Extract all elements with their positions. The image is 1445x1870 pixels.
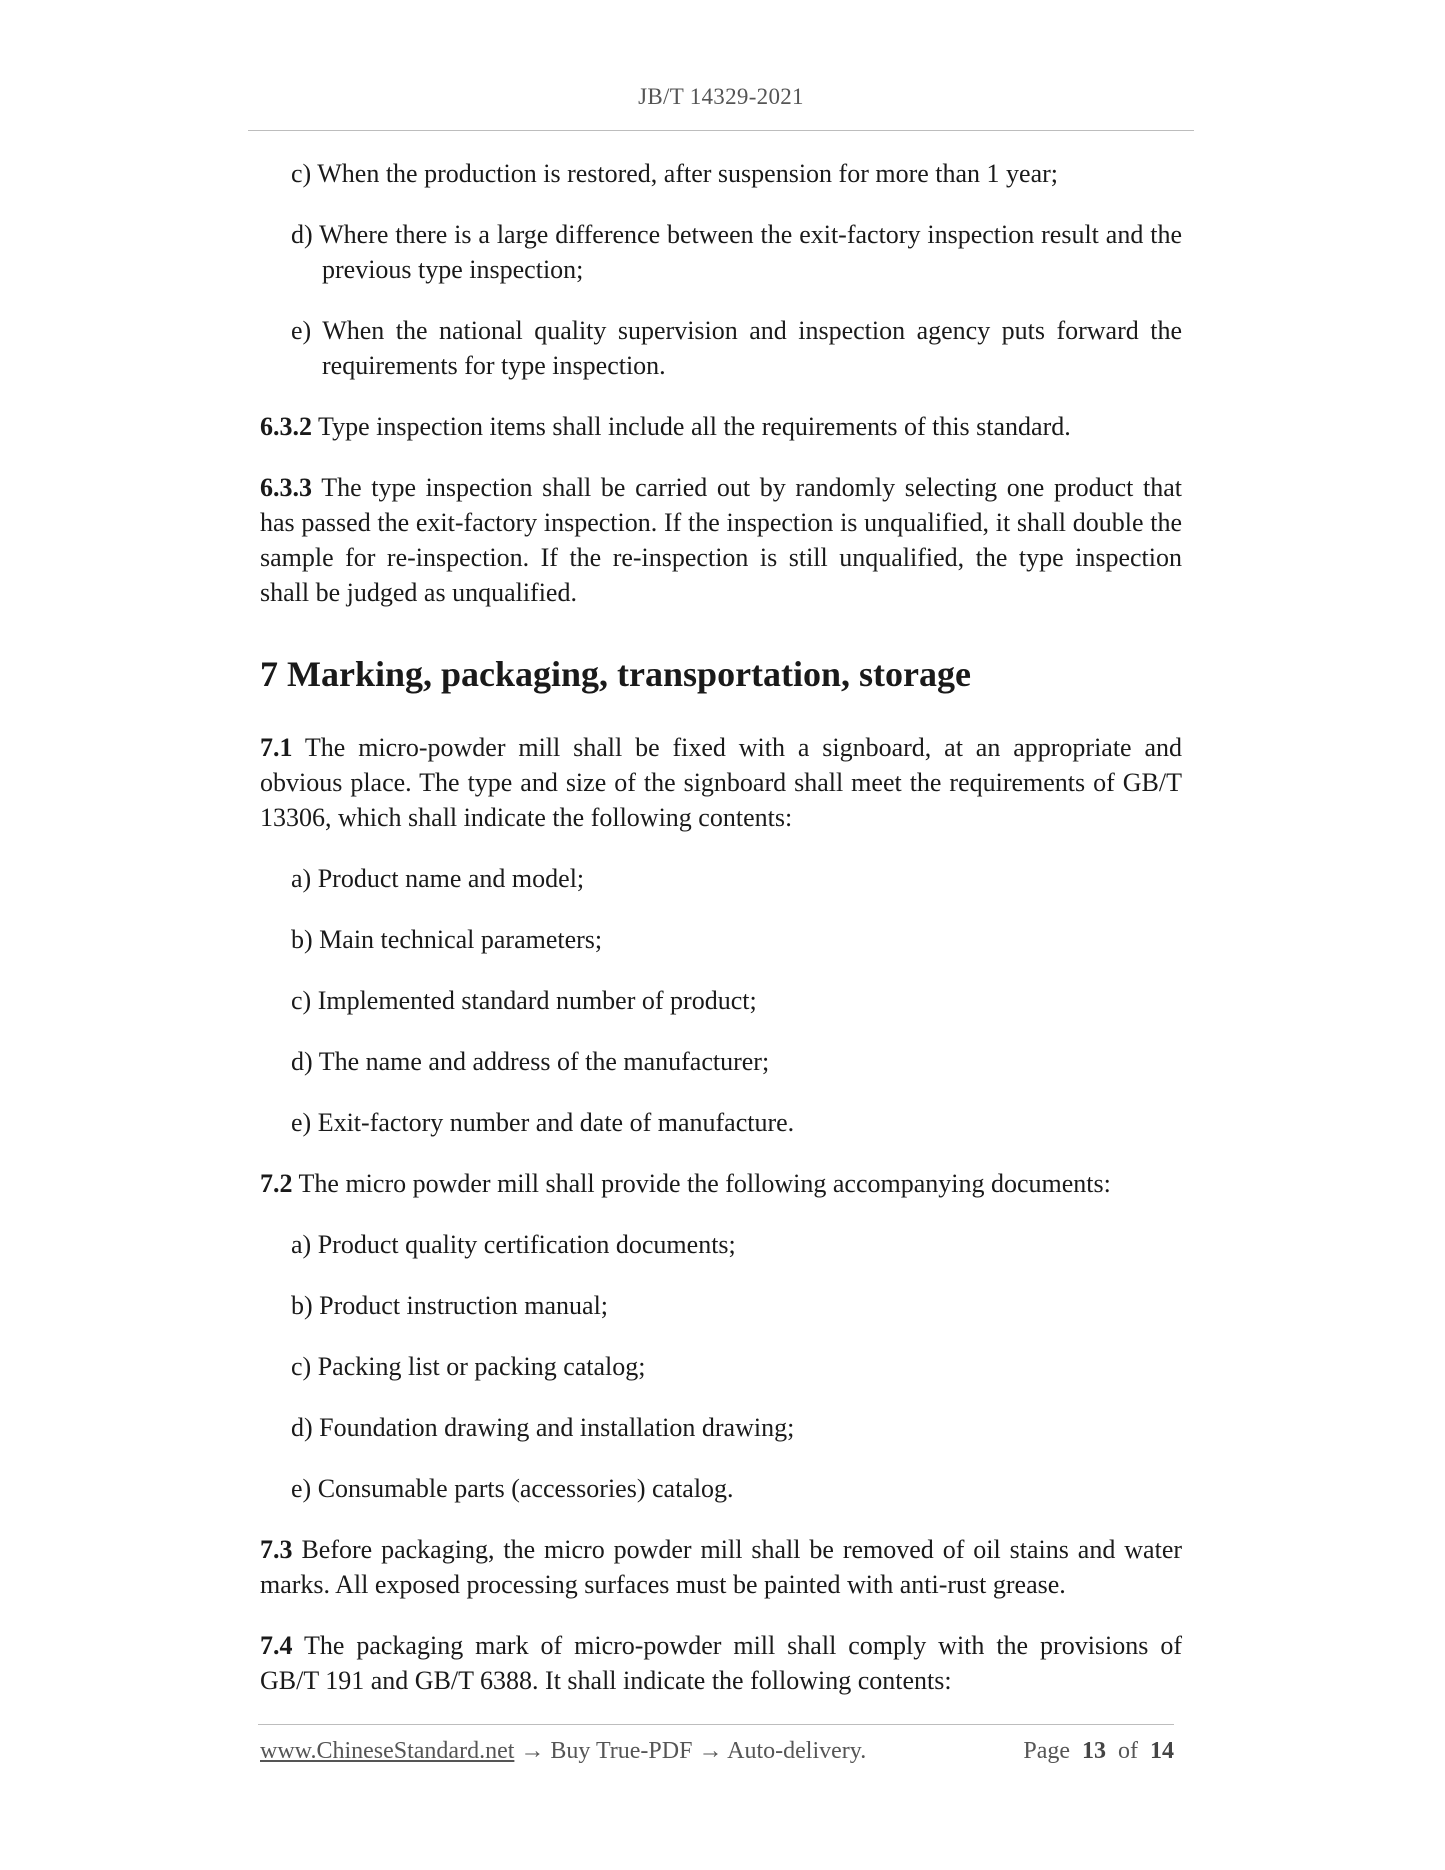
list-item bbox=[260, 217, 1182, 287]
list-item bbox=[260, 861, 1182, 896]
list-item bbox=[260, 1105, 1182, 1140]
page-indicator bbox=[1023, 1738, 1174, 1765]
list-item-text: Where there is a large difference between the exit-factory inspection result and the previous type inspection; bbox=[319, 220, 1183, 284]
clause-text: Before packaging, the micro powder mill shall be removed of oil stains and water marks. All exposed processing surfaces must be painted with anti-rust grease. bbox=[260, 1535, 1183, 1599]
list-item bbox=[260, 1288, 1182, 1323]
footer-divider bbox=[258, 1724, 1174, 1725]
clause-text: Type inspection items shall include all the requirements of this standard. bbox=[318, 412, 1071, 441]
list-item bbox=[260, 1227, 1182, 1262]
list-item-text: Consumable parts (accessories) catalog. bbox=[317, 1474, 734, 1503]
list-item-text: When the production is restored, after suspension for more than 1 year; bbox=[317, 159, 1059, 188]
list-item-text: Exit-factory number and date of manufacture. bbox=[317, 1108, 795, 1137]
section-7-heading: 7 Marking, packaging, transportation, storage bbox=[260, 654, 971, 694]
list-item bbox=[260, 1471, 1182, 1506]
clause-text: The packaging mark of micro-powder mill shall comply with the provisions of GB/T 191 and GB/T 6388. It shall indicate the following contents: bbox=[260, 1631, 1182, 1695]
clause-7-4 bbox=[260, 1628, 1182, 1698]
list-item-text: Foundation drawing and installation drawing; bbox=[319, 1413, 795, 1442]
page-footer bbox=[260, 1738, 1174, 1765]
list-item bbox=[260, 1410, 1182, 1445]
list-item-label: b) bbox=[291, 1291, 313, 1320]
clause-number: 7.2 bbox=[260, 1169, 293, 1198]
list-item-label: d) bbox=[291, 220, 313, 249]
clause-6-3-2 bbox=[260, 409, 1182, 444]
list-item-label: a) bbox=[291, 864, 312, 893]
clause-7-1 bbox=[260, 730, 1182, 835]
page-number: 13 bbox=[1082, 1738, 1106, 1764]
footer-buy-text: Buy True-PDF bbox=[550, 1738, 693, 1764]
list-item-text: Product name and model; bbox=[317, 864, 585, 893]
of-word: of bbox=[1118, 1738, 1138, 1764]
clause-number: 6.3.3 bbox=[260, 473, 312, 502]
list-item bbox=[260, 1044, 1182, 1079]
arrow-right-icon: → bbox=[698, 1738, 723, 1764]
clause-number: 6.3.2 bbox=[260, 412, 312, 441]
clause-number: 7.3 bbox=[260, 1535, 293, 1564]
list-item-label: d) bbox=[291, 1413, 313, 1442]
page-header-doc-id: JB/T 14329-2021 bbox=[638, 84, 804, 109]
page-body bbox=[260, 156, 1182, 1698]
clause-text: The type inspection shall be carried out by randomly selecting one product that has passed the exit-factory inspection. If the inspection is unqualified, it shall double the sample for re-inspection. If the re-inspection is still unqualified, the type inspection shall be judged as unqualified. bbox=[260, 473, 1183, 607]
footer-delivery-text: Auto-delivery. bbox=[727, 1738, 867, 1764]
list-item-text: Product instruction manual; bbox=[319, 1291, 609, 1320]
list-item bbox=[260, 1349, 1182, 1384]
list-item bbox=[260, 313, 1182, 383]
page-total: 14 bbox=[1150, 1738, 1174, 1764]
list-item-label: e) bbox=[291, 1108, 312, 1137]
list-item-label: e) bbox=[291, 316, 312, 345]
header-divider bbox=[248, 130, 1194, 131]
footer-promo bbox=[260, 1738, 866, 1765]
list-item-label: b) bbox=[291, 925, 313, 954]
list-item-text: Implemented standard number of product; bbox=[317, 986, 757, 1015]
footer-site-link[interactable]: www.ChineseStandard.net bbox=[260, 1738, 515, 1764]
clause-text: The micro-powder mill shall be fixed with a signboard, at an appropriate and obvious place. The type and size of the signboard shall meet the requirements of GB/T 13306, which shall indicate the following contents: bbox=[260, 733, 1182, 832]
clause-7-3 bbox=[260, 1532, 1182, 1602]
clause-number: 7.4 bbox=[260, 1631, 293, 1660]
list-item bbox=[260, 922, 1182, 957]
list-item-label: c) bbox=[291, 986, 312, 1015]
list-item bbox=[260, 156, 1182, 191]
list-item-label: a) bbox=[291, 1230, 312, 1259]
list-item-label: d) bbox=[291, 1047, 313, 1076]
list-item-text: Product quality certification documents; bbox=[317, 1230, 736, 1259]
list-item-text: The name and address of the manufacturer; bbox=[318, 1047, 770, 1076]
page-word: Page bbox=[1023, 1738, 1070, 1764]
list-item bbox=[260, 983, 1182, 1018]
clause-7-2 bbox=[260, 1166, 1182, 1201]
list-item-text: When the national quality supervision and inspection agency puts forward the requirements for type inspection. bbox=[322, 316, 1182, 380]
list-item-label: e) bbox=[291, 1474, 312, 1503]
arrow-right-icon: → bbox=[520, 1738, 545, 1764]
clause-text: The micro powder mill shall provide the following accompanying documents: bbox=[298, 1169, 1111, 1198]
list-item-text: Packing list or packing catalog; bbox=[317, 1352, 646, 1381]
list-item-text: Main technical parameters; bbox=[319, 925, 603, 954]
clause-6-3-3 bbox=[260, 470, 1182, 610]
list-item-label: c) bbox=[291, 1352, 312, 1381]
clause-number: 7.1 bbox=[260, 733, 293, 762]
list-item-label: c) bbox=[291, 159, 312, 188]
